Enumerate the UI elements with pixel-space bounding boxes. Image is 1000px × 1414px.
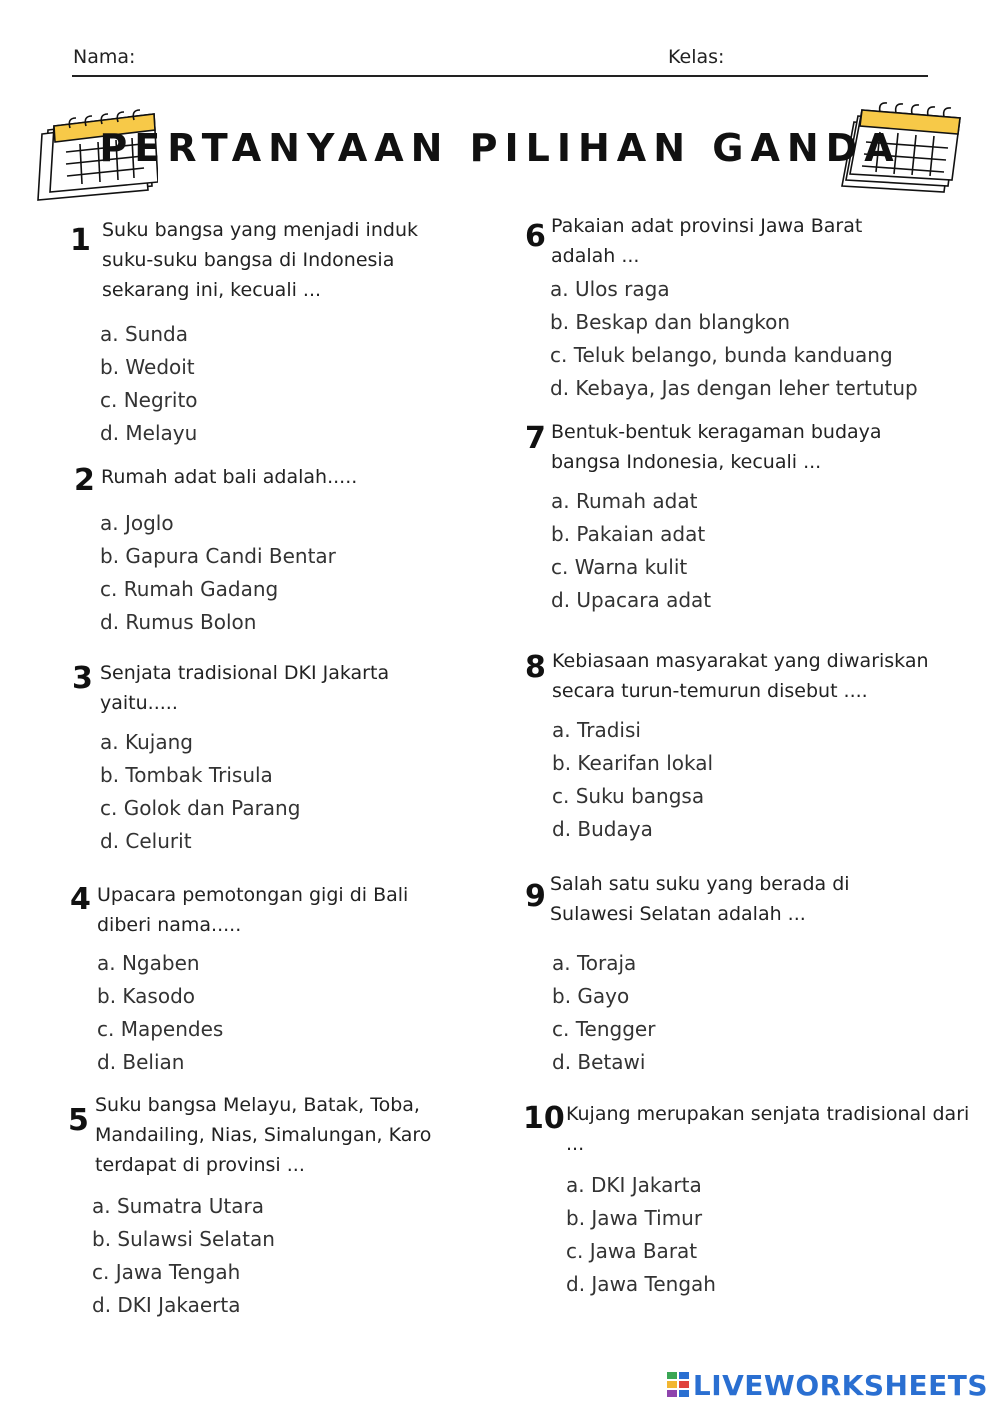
question-text: Senjata tradisional DKI Jakarta yaitu..... [100,662,390,714]
question-number: 7 [525,421,546,456]
question-text: Suku bangsa yang menjadi induk suku-suku bangsa di Indonesia sekarang ini, kecuali ... [102,219,418,301]
option-c[interactable]: c. Tengger [552,1017,656,1041]
option-d[interactable]: d. DKI Jakaerta [92,1293,241,1317]
option-a[interactable]: a. Tradisi [552,718,641,742]
class-label: Kelas: [668,46,725,68]
option-b[interactable]: b. Kasodo [97,984,196,1008]
question-text: Bentuk-bentuk keragaman budaya bangsa Indonesia, kecuali ... [551,421,882,473]
option-c[interactable]: c. Suku bangsa [552,784,705,808]
question-number: 10 [523,1101,565,1136]
option-b[interactable]: b. Gayo [552,984,630,1008]
option-d[interactable]: d. Celurit [100,829,192,853]
option-d[interactable]: d. Kebaya, Jas dengan leher tertutup [550,376,918,400]
question-text: Salah satu suku yang berada di Sulawesi Selatan adalah ... [550,873,850,925]
question-number: 3 [72,661,93,696]
option-a[interactable]: a. Ngaben [97,951,200,975]
option-a[interactable]: a. Sumatra Utara [92,1194,264,1218]
question-number: 5 [68,1103,89,1138]
option-b[interactable]: b. Kearifan lokal [552,751,714,775]
option-b[interactable]: b. Jawa Timur [566,1206,703,1230]
option-c[interactable]: c. Rumah Gadang [100,577,279,601]
question-text: Kebiasaan masyarakat yang diwariskan secara turun-temurun disebut .... [552,650,929,702]
option-a[interactable]: a. Kujang [100,730,193,754]
question-number: 1 [70,223,91,258]
option-c[interactable]: c. Mapendes [97,1017,224,1041]
question-number: 6 [525,219,546,254]
option-b[interactable]: b. Beskap dan blangkon [550,310,791,334]
question-number: 9 [525,879,546,914]
header-divider [72,75,928,77]
liveworksheets-brand[interactable] [667,1368,988,1402]
question-number: 2 [74,463,95,498]
option-b[interactable]: b. Tombak Trisula [100,763,273,787]
option-d[interactable]: d. Budaya [552,817,653,841]
option-a[interactable]: a. DKI Jakarta [566,1173,702,1197]
question-text: Pakaian adat provinsi Jawa Barat adalah ... [551,215,863,267]
name-label: Nama: [73,46,136,68]
option-d[interactable]: d. Upacara adat [551,588,712,612]
page-title: PERTANYAAN PILIHAN GANDA [99,126,901,170]
option-c[interactable]: c. Negrito [100,388,198,412]
option-a[interactable]: a. Joglo [100,511,174,535]
option-c[interactable]: c. Teluk belango, bunda kanduang [550,343,893,367]
question-number: 8 [525,650,546,685]
question-text: Kujang merupakan senjata tradisional dari ... [566,1103,970,1155]
option-d[interactable]: d. Rumus Bolon [100,610,257,634]
option-d[interactable]: d. Belian [97,1050,185,1074]
option-a[interactable]: a. Toraja [552,951,637,975]
liveworksheets-logo-icon [667,1372,689,1398]
option-b[interactable]: b. Gapura Candi Bentar [100,544,336,568]
question-text: Suku bangsa Melayu, Batak, Toba, Mandailing, Nias, Simalungan, Karo terdapat di provinsi ... [95,1094,432,1176]
brand-name: LIVEWORKSHEETS [692,1368,988,1402]
option-c[interactable]: c. Warna kulit [551,555,688,579]
option-a[interactable]: a. Rumah adat [551,489,698,513]
option-d[interactable]: d. Melayu [100,421,198,445]
option-b[interactable]: b. Sulawsi Selatan [92,1227,275,1251]
question-text: Upacara pemotongan gigi di Bali diberi nama..... [97,884,409,936]
option-a[interactable]: a. Sunda [100,322,188,346]
question-number: 4 [70,882,91,917]
option-d[interactable]: d. Betawi [552,1050,646,1074]
option-b[interactable]: b. Wedoit [100,355,195,379]
option-c[interactable]: c. Jawa Barat [566,1239,698,1263]
option-c[interactable]: c. Jawa Tengah [92,1260,241,1284]
option-b[interactable]: b. Pakaian adat [551,522,706,546]
option-d[interactable]: d. Jawa Tengah [566,1272,716,1296]
option-c[interactable]: c. Golok dan Parang [100,796,301,820]
option-a[interactable]: a. Ulos raga [550,277,670,301]
question-text: Rumah adat bali adalah..... [101,466,358,488]
